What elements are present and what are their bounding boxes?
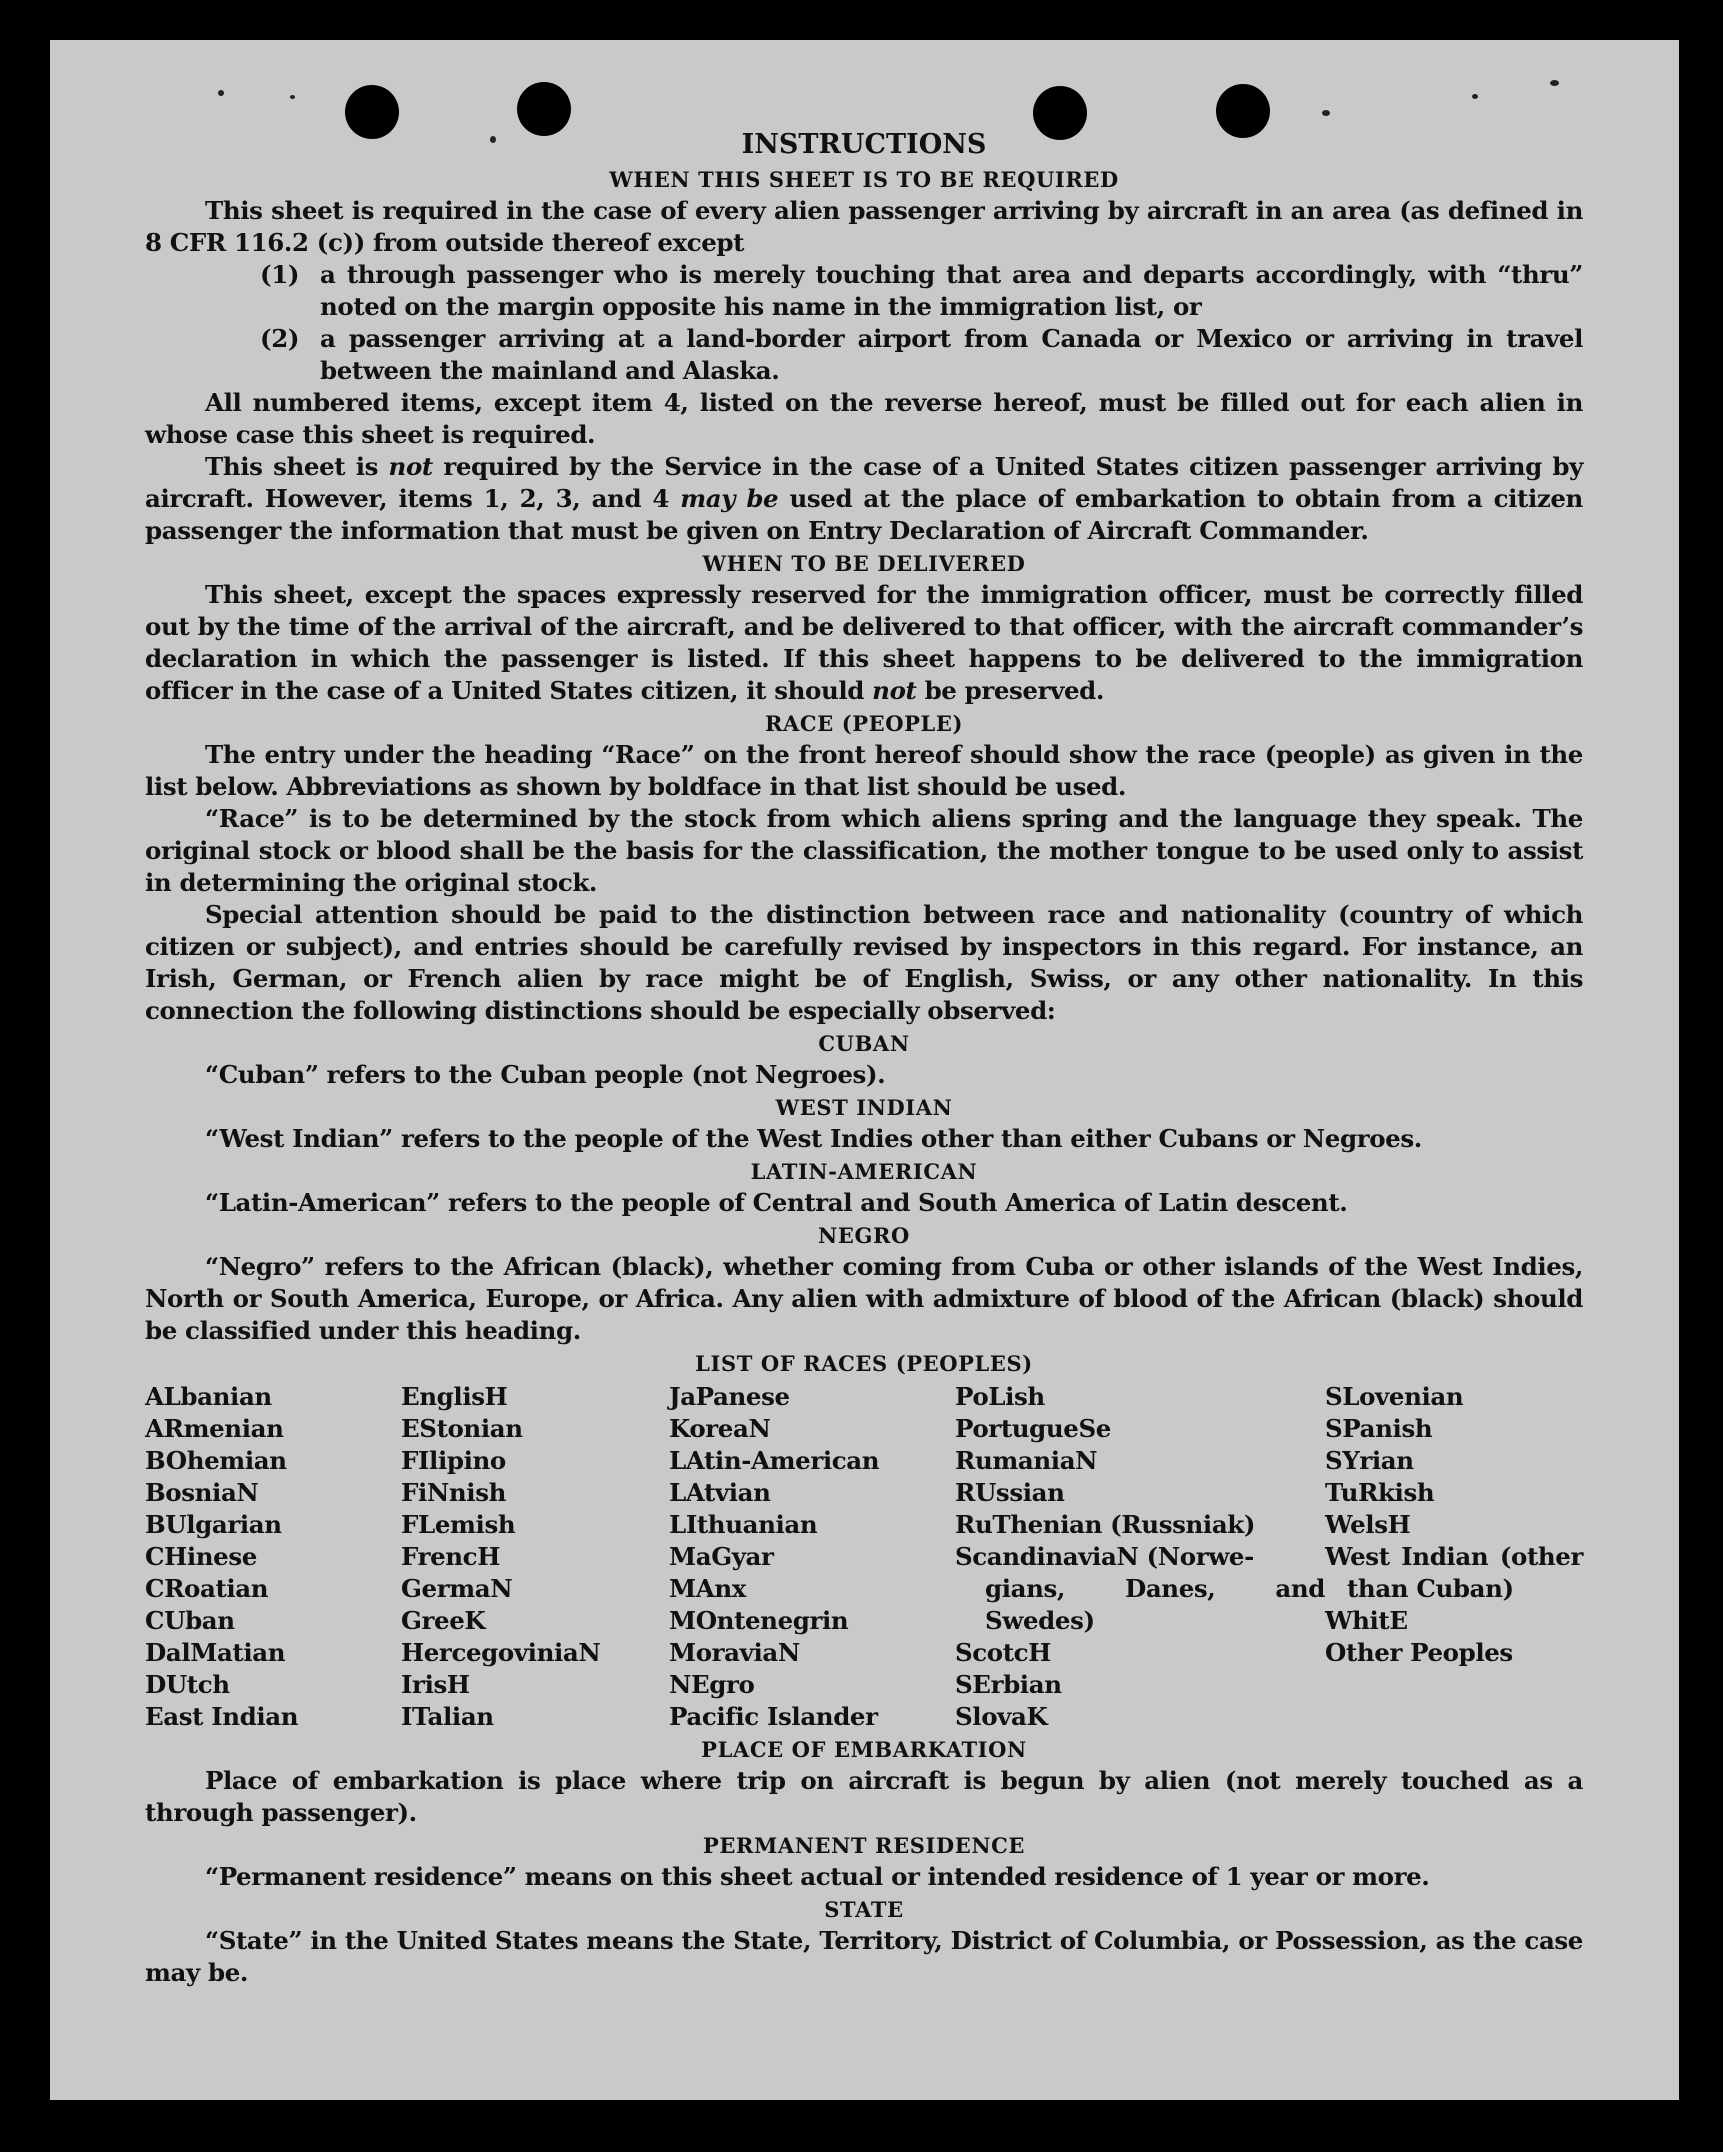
page-title: INSTRUCTIONS (741, 129, 987, 160)
race-entry: SYrian (1325, 1446, 1414, 1475)
race-entry: KoreaN (669, 1414, 771, 1443)
paragraph: Place of embarkation is place where trip on aircraft is begun by alien (not merely touched as a through passenger). (145, 1766, 1583, 1827)
list-item (260, 323, 1583, 387)
item-text: a passenger arriving at a land-border airport from Canada or Mexico or arriving in travel between the mainland and Alaska. (320, 324, 1583, 385)
race-entry: Other Peoples (1325, 1638, 1513, 1667)
list-item (260, 259, 1583, 323)
races-column (669, 1381, 955, 1733)
paragraph: “Permanent residence” means on this sheet actual or intended residence of 1 year or more. (205, 1862, 1430, 1891)
race-entry: gians, Danes, and (985, 1574, 1325, 1603)
race-entry: TuRkish (1325, 1478, 1435, 1507)
race-entry: RuThenian (Russniak) (955, 1510, 1256, 1539)
item-number: (1) (260, 260, 300, 289)
paragraph: This sheet is not required by the Service in the case of a United States citizen passenger arriving by aircraft. However, items 1, 2, 3, and 4 may be used at the place of embarkation to obtain from a citizen passenger the information that must be given on Entry Declaration of Aircraft Commander. (145, 452, 1583, 545)
race-entry: FLemish (401, 1510, 516, 1539)
race-entry: SlovaK (955, 1702, 1048, 1731)
section-heading: LATIN-AMERICAN (750, 1159, 978, 1184)
race-entry: LAtvian (669, 1478, 771, 1507)
races-column (955, 1381, 1325, 1733)
section-heading: WEST INDIAN (775, 1095, 953, 1120)
race-entry: IrisH (401, 1670, 470, 1699)
races-column (145, 1381, 401, 1733)
race-entry: PoLish (955, 1382, 1045, 1411)
race-entry: MoraviaN (669, 1638, 800, 1667)
speck (1550, 80, 1559, 86)
race-entry: Swedes) (985, 1606, 1095, 1635)
race-entry: CRoatian (145, 1574, 269, 1603)
race-entry: West Indian (other (1325, 1542, 1583, 1571)
race-entry: BosniaN (145, 1478, 259, 1507)
race-entry: CUban (145, 1606, 235, 1635)
paragraph: “State” in the United States means the State, Territory, District of Columbia, or Possession, as the case may be. (145, 1926, 1583, 1987)
race-entry: MaGyar (669, 1542, 774, 1571)
item-text: a through passenger who is merely touching that area and departs accordingly, with “thru” noted on the margin opposite his name in the immigration list, or (320, 260, 1583, 321)
race-entry: MOntenegrin (669, 1606, 849, 1635)
section-heading: PLACE OF EMBARKATION (701, 1737, 1027, 1762)
section-heading: RACE (PEOPLE) (764, 711, 964, 736)
race-entry: JaPanese (669, 1382, 790, 1411)
race-entry: ScotcH (955, 1638, 1051, 1667)
document-page (50, 40, 1679, 2100)
paragraph: “Negro” refers to the African (black), whether coming from Cuba or other islands of the West Indies, North or South America, Europe, or Africa. Any alien with admixture of blood of the African (black) should be classified under this heading. (145, 1252, 1583, 1345)
race-entry: CHinese (145, 1542, 257, 1571)
section-heading: NEGRO (818, 1223, 910, 1248)
race-entry: HercegoviniaN (401, 1638, 601, 1667)
speck (1322, 110, 1330, 116)
race-entry: GreeK (401, 1606, 486, 1635)
race-entry: NEgro (669, 1670, 755, 1699)
race-entry: RUssian (955, 1478, 1065, 1507)
section-heading: WHEN TO BE DELIVERED (702, 551, 1026, 576)
race-entry: DUtch (145, 1670, 230, 1699)
race-entry: LAtin-American (669, 1446, 880, 1475)
paragraph: All numbered items, except item 4, listed on the reverse hereof, must be filled out for each alien in whose case this sheet is required. (145, 388, 1583, 449)
race-entry: Pacific Islander (669, 1702, 878, 1731)
section-heading: STATE (824, 1897, 904, 1922)
speck (218, 90, 224, 96)
section-heading: LIST OF RACES (PEOPLES) (695, 1351, 1033, 1376)
instructions-content (145, 127, 1583, 1989)
race-entry: SErbian (955, 1670, 1062, 1699)
race-entry: WhitE (1325, 1606, 1408, 1635)
race-entry: EnglisH (401, 1382, 508, 1411)
paragraph: Special attention should be paid to the distinction between race and nationality (country of which citizen or subject), and entries should be carefully revised by inspectors in this regard. For instance, an Irish, German, or French alien by race might be of English, Swiss, or any other nationality. In this connection the following distinctions should be especially observed: (145, 900, 1583, 1025)
section-heading: CUBAN (818, 1031, 910, 1056)
paragraph: “Cuban” refers to the Cuban people (not Negroes). (205, 1060, 886, 1089)
race-entry: BOhemian (145, 1446, 287, 1475)
race-entry: FrencH (401, 1542, 500, 1571)
race-entry: SPanish (1325, 1414, 1433, 1443)
races-list (145, 1381, 1583, 1733)
race-entry: than Cuban) (1347, 1574, 1514, 1603)
section-heading: PERMANENT RESIDENCE (702, 1833, 1026, 1858)
race-entry: ALbanian (145, 1382, 272, 1411)
race-entry: GermaN (401, 1574, 513, 1603)
race-entry: WelsH (1325, 1510, 1411, 1539)
race-entry: ScandinaviaN (Norwe- (955, 1542, 1254, 1571)
item-number: (2) (260, 324, 300, 353)
races-column (1325, 1381, 1583, 1733)
section-heading: WHEN THIS SHEET IS TO BE REQUIRED (609, 167, 1119, 192)
paragraph: “Race” is to be determined by the stock from which aliens spring and the language they speak. The original stock or blood shall be the basis for the classification, the mother tongue to be used only to assist in determining the original stock. (145, 804, 1583, 897)
paragraph: “West Indian” refers to the people of the West Indies other than either Cubans or Negroes. (205, 1124, 1422, 1153)
race-entry: RumaniaN (955, 1446, 1098, 1475)
race-entry: PortugueSe (955, 1414, 1111, 1443)
race-entry: LIthuanian (669, 1510, 818, 1539)
race-entry: SLovenian (1325, 1382, 1464, 1411)
races-column (401, 1381, 669, 1733)
speck (290, 95, 295, 99)
race-entry: EStonian (401, 1414, 523, 1443)
paragraph: This sheet, except the spaces expressly reserved for the immigration officer, must be correctly filled out by the time of the arrival of the aircraft, and be delivered to that officer, with the aircraft commander’s declaration in which the passenger is listed. If this sheet happens to be delivered to the immigration officer in the case of a United States citizen, it should not be preserved. (145, 580, 1583, 705)
paragraph: The entry under the heading “Race” on the front hereof should show the race (people) as given in the list below. Abbreviations as shown by boldface in that list should be used. (145, 740, 1583, 801)
race-entry: East Indian (145, 1702, 299, 1731)
race-entry: BUlgarian (145, 1510, 282, 1539)
paragraph: “Latin-American” refers to the people of Central and South America of Latin descent. (205, 1188, 1348, 1217)
speck (1472, 94, 1478, 99)
race-entry: MAnx (669, 1574, 746, 1603)
race-entry: FIlipino (401, 1446, 506, 1475)
race-entry: ITalian (401, 1702, 494, 1731)
race-entry: DalMatian (145, 1638, 286, 1667)
race-entry: ARmenian (145, 1414, 284, 1443)
race-entry: FiNnish (401, 1478, 507, 1507)
paragraph: This sheet is required in the case of every alien passenger arriving by aircraft in an area (as defined in 8 CFR 116.2 (c)) from outside thereof except (145, 196, 1583, 257)
